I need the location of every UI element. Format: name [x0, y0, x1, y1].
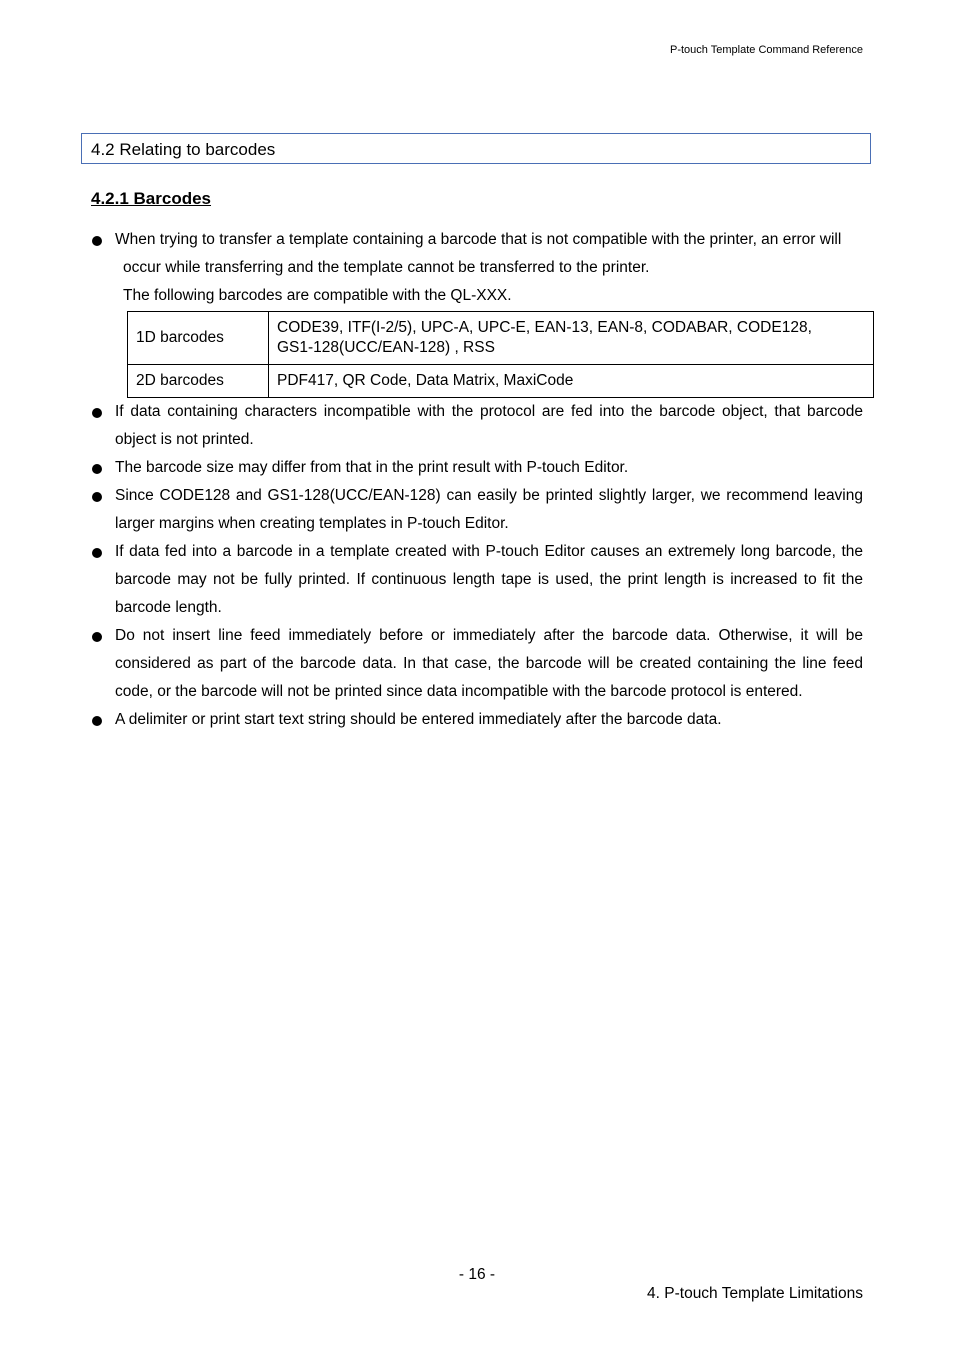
running-footer: 4. P-touch Template Limitations — [647, 1285, 863, 1302]
list-item — [91, 706, 863, 734]
list-item-text: A delimiter or print start text string should be entered immediately after the barcode data. — [115, 711, 722, 728]
table-cell-value — [269, 365, 874, 398]
barcode-table — [127, 311, 874, 398]
list-item-continuation: occur while transferring and the template cannot be transferred to the printer. — [123, 259, 650, 276]
table-cell-line: PDF417, QR Code, Data Matrix, MaxiCode — [277, 372, 574, 389]
list-item-text: The barcode size may differ from that in the print result with P-touch Editor. — [115, 459, 629, 476]
compat-note: The following barcodes are compatible with the QL-XXX. — [123, 287, 512, 304]
table-cell-value — [269, 312, 874, 365]
table-cell-line: CODE39, ITF(I-2/5), UPC-A, UPC-E, EAN-13, EAN-8, CODABAR, CODE128, — [277, 319, 812, 336]
list-item — [91, 226, 863, 282]
table-row — [128, 312, 874, 365]
list-item-text: If data containing characters incompatible with the protocol are fed into the barcode object, that barcode object is not printed. — [115, 403, 863, 448]
bullet-icon — [92, 236, 102, 246]
bullet-icon — [92, 464, 102, 474]
section-heading — [81, 133, 871, 164]
table-cell-label: 2D barcodes — [128, 365, 269, 398]
list-item-text: Since CODE128 and GS1-128(UCC/EAN-128) can easily be printed slightly larger, we recommend leaving larger margins when creating templates in P-touch Editor. — [115, 487, 863, 532]
list-item — [91, 538, 863, 622]
bullet-icon — [92, 716, 102, 726]
page-number: - 16 - — [458, 1266, 496, 1283]
table-cell-line: GS1-128(UCC/EAN-128) , RSS — [277, 339, 495, 356]
bullet-icon — [92, 632, 102, 642]
bullet-icon — [92, 548, 102, 558]
list-item-first-line: When trying to transfer a template containing a barcode that is not compatible with the printer, an error will — [115, 231, 842, 248]
list-item-text: Do not insert line feed immediately before or immediately after the barcode data. Otherwise, it will be considered as part of the barcode data. In that case, the barcode will be created containing the line feed code, or the barcode will not be printed since data incompatible with the barcode protocol is entered. — [115, 627, 863, 700]
list-item — [91, 398, 863, 454]
list-item-text: If data fed into a barcode in a template created with P-touch Editor causes an extremely long barcode, the barcode may not be fully printed. If continuous length tape is used, the print length is increased to fit the barcode length. — [115, 543, 863, 616]
bullet-icon — [92, 408, 102, 418]
list-item — [91, 454, 863, 482]
list-item — [91, 482, 863, 538]
bullet-icon — [92, 492, 102, 502]
running-header: P-touch Template Command Reference — [669, 44, 863, 56]
bullet-list — [91, 226, 863, 734]
list-item — [91, 622, 863, 706]
subsection-title: 4.2.1 Barcodes — [91, 189, 212, 208]
table-row — [128, 365, 874, 398]
section-title: 4.2 Relating to barcodes — [91, 140, 276, 159]
table-cell-label: 1D barcodes — [128, 312, 269, 365]
